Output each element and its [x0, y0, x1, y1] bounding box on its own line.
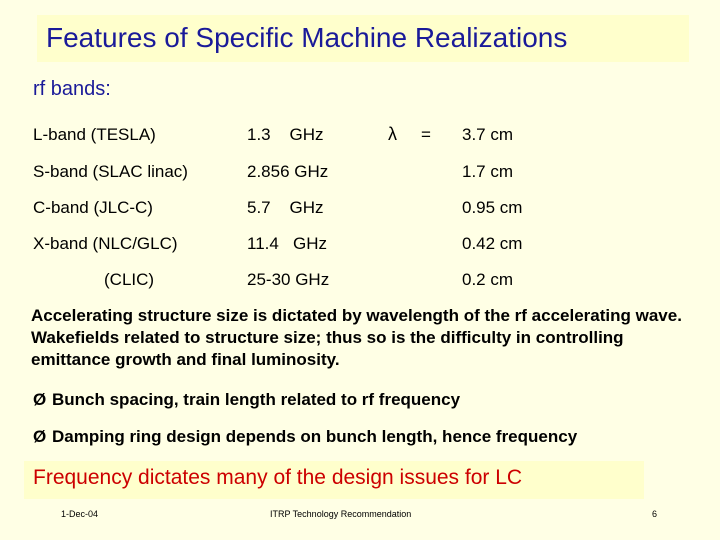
arrow-bullet-icon: Ø — [33, 427, 47, 446]
band-label: C-band (JLC-C) — [33, 198, 153, 217]
bullet-text: Damping ring design depends on bunch length, hence frequency — [52, 427, 578, 446]
bullet-text: Bunch spacing, train length related to rf frequency — [52, 390, 461, 409]
slide-title: Features of Specific Machine Realizations — [46, 22, 568, 53]
rf-bands-heading: rf bands: — [33, 78, 111, 100]
lambda-symbol: λ — [388, 124, 397, 144]
bullet-item — [33, 390, 460, 410]
band-wavelength: 3.7 cm — [462, 125, 514, 144]
band-frequency: 1.3 GHz — [247, 125, 324, 144]
band-label: X-band (NLC/GLC) — [33, 234, 178, 253]
conclusion-text: Frequency dictates many of the design issues for LC — [33, 466, 523, 489]
band-frequency: 11.4 GHz — [247, 234, 327, 253]
band-frequency: 5.7 GHz — [247, 198, 324, 217]
band-frequency: 2.856 GHz — [247, 162, 329, 181]
band-frequency: 25-30 GHz — [247, 270, 330, 289]
band-wavelength: 0.95 cm — [462, 198, 523, 217]
band-wavelength: 0.42 cm — [462, 234, 523, 253]
band-label: (CLIC) — [104, 270, 155, 289]
band-label: S-band (SLAC linac) — [33, 162, 188, 181]
band-label: L-band (TESLA) — [33, 125, 156, 144]
bullet-item — [33, 427, 577, 447]
body-paragraph: Accelerating structure size is dictated by wavelength of the rf accelerating wave. Wakefields related to structure size; thus so is the difficulty in controlling emittance growth and final luminosity. — [31, 306, 682, 369]
equals-sign: = — [421, 125, 431, 144]
page-number: 6 — [652, 509, 658, 519]
footer-date: 1-Dec-04 — [61, 509, 99, 519]
band-wavelength: 1.7 cm — [462, 162, 514, 181]
footer-title: ITRP Technology Recommendation — [270, 509, 412, 519]
band-wavelength: 0.2 cm — [462, 270, 514, 289]
arrow-bullet-icon: Ø — [33, 390, 47, 409]
